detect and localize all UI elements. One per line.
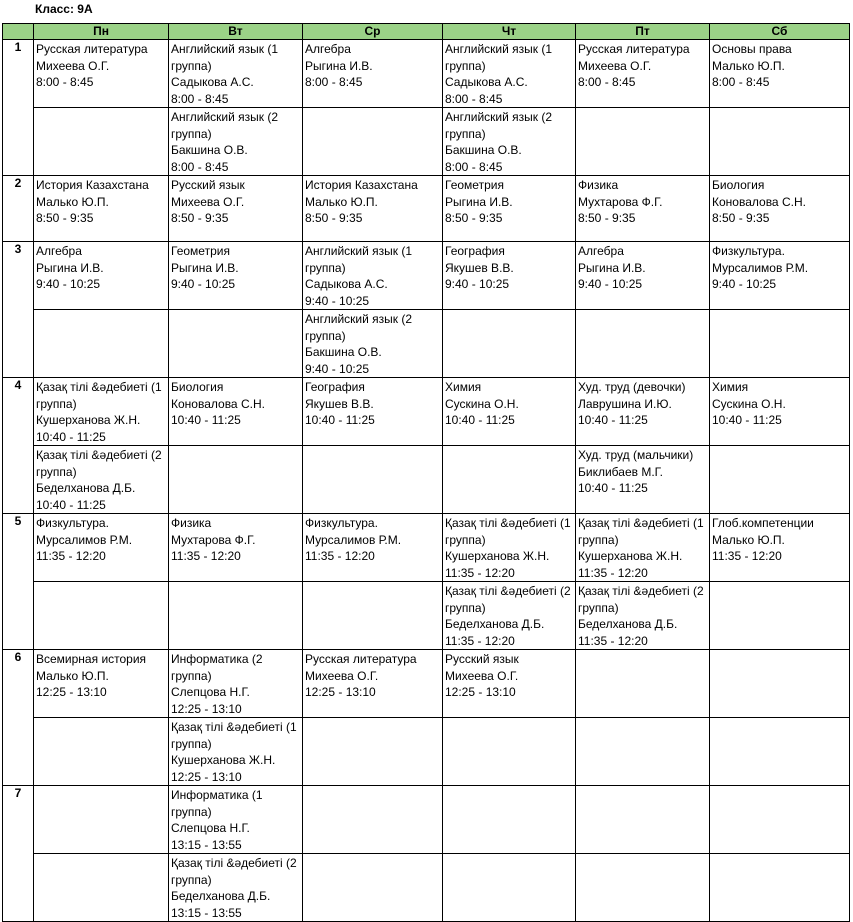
lesson-subject: Физкультура.: [36, 516, 109, 530]
lesson-cell: [710, 786, 850, 854]
lesson-cell: [576, 378, 710, 446]
class-title: Класс: 9А: [35, 2, 93, 16]
table-row: [3, 650, 850, 718]
lesson-info: [576, 242, 709, 293]
lesson-teacher: Михеева О.Г.: [578, 58, 652, 73]
lesson-time: 10:40 - 11:25: [305, 413, 375, 427]
period-number: 3: [3, 242, 34, 378]
lesson-time: 11:35 - 12:20: [445, 633, 515, 648]
lesson-subject: Қазақ тілі &әдебиеті (1 группа): [578, 516, 704, 547]
lesson-teacher: Рыгина И.В.: [171, 260, 239, 275]
lesson-cell: [710, 514, 850, 582]
lesson-cell: [576, 310, 710, 378]
lesson-time: 9:40 - 10:25: [305, 361, 370, 376]
lesson-cell: [576, 108, 710, 176]
lesson-cell: [443, 446, 576, 514]
lesson-cell: [576, 176, 710, 242]
lesson-teacher: Малько Ю.П.: [712, 58, 785, 73]
lesson-time: 8:50 - 9:35: [712, 211, 770, 225]
lesson-subject: Биология: [171, 380, 224, 394]
lesson-info: [710, 378, 849, 429]
table-row: [3, 40, 850, 108]
lesson-subject: Английский язык (1 группа): [305, 244, 413, 275]
lesson-cell: [169, 854, 303, 922]
lesson-teacher: Михеева О.Г.: [445, 668, 519, 683]
day-header-tue: Вт: [169, 24, 303, 40]
lesson-time: 11:35 - 12:20: [171, 549, 241, 563]
lesson-subject: Английский язык (2 группа): [445, 110, 553, 141]
lesson-teacher: Коновалова С.Н.: [171, 396, 265, 411]
period-number: 4: [3, 378, 34, 514]
lesson-teacher: Мухтарова Ф.Г.: [171, 532, 256, 547]
lesson-cell: [576, 786, 710, 854]
lesson-teacher: Бакшина О.В.: [305, 345, 382, 359]
header-row: [3, 24, 850, 40]
lesson-cell: [576, 582, 710, 650]
lesson-subject: Физкультура.: [305, 516, 378, 530]
lesson-cell: [710, 582, 850, 650]
lesson-time: 8:00 - 8:45: [171, 91, 229, 106]
lesson-info: [443, 40, 575, 107]
lesson-info: [443, 176, 575, 227]
lesson-time: 9:40 - 10:25: [712, 277, 777, 291]
lesson-teacher: Кушерханова Ж.Н.: [445, 549, 550, 563]
lesson-cell: [710, 176, 850, 242]
lesson-cell: [303, 108, 443, 176]
lesson-subject: Қазақ тілі &әдебиеті (1 группа): [171, 720, 297, 751]
lesson-time: 8:00 - 8:45: [578, 75, 636, 89]
lesson-subject: Русская литература: [578, 42, 690, 56]
lesson-cell: [169, 40, 303, 108]
lesson-info: [303, 650, 442, 701]
lesson-subject: Қазақ тілі &әдебиеті (1 группа): [445, 516, 571, 547]
lesson-time: 8:00 - 8:45: [305, 75, 363, 89]
lesson-cell: [443, 176, 576, 242]
table-row: [3, 378, 850, 446]
lesson-teacher: Коновалова С.Н.: [712, 194, 806, 209]
lesson-cell: [443, 786, 576, 854]
lesson-time: 11:35 - 12:20: [445, 565, 515, 580]
lesson-info: [34, 446, 168, 513]
day-header-thu: Чт: [443, 24, 576, 40]
lesson-subject: Химия: [445, 380, 482, 394]
lesson-teacher: Рыгина И.В.: [305, 58, 373, 73]
table-row: [3, 446, 850, 514]
lesson-subject: Физкультура.: [712, 244, 785, 258]
lesson-teacher: Михеева О.Г.: [171, 194, 245, 209]
lesson-cell: [169, 582, 303, 650]
lesson-cell: [576, 718, 710, 786]
lesson-cell: [303, 176, 443, 242]
lesson-time: 8:00 - 8:45: [445, 91, 503, 106]
lesson-info: [443, 378, 575, 429]
lesson-cell: [303, 310, 443, 378]
lesson-cell: [169, 242, 303, 310]
lesson-cell: [303, 40, 443, 108]
lesson-teacher: Садыкова А.С.: [305, 277, 388, 291]
lesson-cell: [169, 650, 303, 718]
lesson-cell: [710, 108, 850, 176]
lesson-subject: Худ. труд (девочки): [578, 380, 686, 394]
lesson-cell: [34, 108, 169, 176]
lesson-subject: Алгебра: [305, 42, 351, 56]
lesson-cell: [303, 378, 443, 446]
lesson-time: 8:50 - 9:35: [578, 211, 636, 225]
table-row: [3, 854, 850, 922]
period-number: 2: [3, 176, 34, 242]
lesson-info: [169, 40, 302, 107]
lesson-cell: [576, 854, 710, 922]
lesson-info: [576, 176, 709, 227]
lesson-info: [576, 514, 709, 581]
lesson-teacher: Малько Ю.П.: [36, 194, 109, 209]
lesson-teacher: Рыгина И.В.: [578, 260, 646, 275]
lesson-subject: Алгебра: [578, 244, 624, 258]
table-row: [3, 108, 850, 176]
lesson-cell: [34, 650, 169, 718]
table-row: [3, 786, 850, 854]
lesson-teacher: Сускина О.Н.: [445, 396, 519, 411]
lesson-time: 8:50 - 9:35: [445, 211, 503, 225]
lesson-cell: [169, 786, 303, 854]
lesson-info: [169, 176, 302, 227]
lesson-time: 12:25 - 13:10: [305, 685, 376, 699]
lesson-time: 10:40 - 11:25: [171, 413, 241, 427]
lesson-cell: [710, 718, 850, 786]
lesson-teacher: Якушев В.В.: [445, 260, 514, 275]
lesson-time: 10:40 - 11:25: [712, 413, 782, 427]
lesson-cell: [34, 310, 169, 378]
lesson-cell: [576, 446, 710, 514]
lesson-time: 8:00 - 8:45: [445, 159, 503, 174]
lesson-time: 9:40 - 10:25: [305, 293, 370, 308]
lesson-subject: Глоб.компетенции: [712, 516, 814, 530]
lesson-time: 13:15 - 13:55: [171, 905, 242, 920]
lesson-info: [443, 650, 575, 701]
day-header-fri: Пт: [576, 24, 710, 40]
lesson-info: [710, 242, 849, 293]
table-row: [3, 718, 850, 786]
lesson-time: 12:25 - 13:10: [171, 769, 242, 784]
lesson-teacher: Кушерханова Ж.Н.: [171, 753, 276, 767]
lesson-info: [710, 514, 849, 565]
lesson-cell: [710, 40, 850, 108]
lesson-info: [34, 176, 168, 227]
lesson-teacher: Мурсалимов Р.М.: [712, 260, 809, 275]
lesson-cell: [34, 582, 169, 650]
period-number: 1: [3, 40, 34, 176]
lesson-teacher: Беделханова Д.Б.: [171, 889, 271, 903]
lesson-cell: [443, 40, 576, 108]
lesson-cell: [303, 718, 443, 786]
lesson-info: [576, 446, 709, 497]
lesson-subject: Химия: [712, 380, 749, 394]
lesson-cell: [34, 786, 169, 854]
lesson-time: 13:15 - 13:55: [171, 837, 242, 852]
lesson-subject: Английский язык (2 группа): [305, 312, 413, 343]
lesson-info: [303, 242, 442, 309]
lesson-teacher: Слепцова Н.Г.: [171, 685, 250, 699]
lesson-time: 8:00 - 8:45: [712, 75, 770, 89]
lesson-info: [169, 242, 302, 293]
lesson-cell: [169, 176, 303, 242]
lesson-time: 12:25 - 13:10: [445, 685, 516, 699]
lesson-info: [443, 514, 575, 581]
lesson-time: 8:50 - 9:35: [171, 211, 229, 225]
lesson-teacher: Мурсалимов Р.М.: [36, 532, 133, 547]
lesson-subject: Алгебра: [36, 244, 82, 258]
lesson-cell: [34, 40, 169, 108]
lesson-subject: Английский язык (2 группа): [171, 110, 279, 141]
lesson-teacher: Рыгина И.В.: [445, 194, 513, 209]
lesson-cell: [443, 718, 576, 786]
lesson-teacher: Малько Ю.П.: [305, 194, 378, 209]
lesson-cell: [303, 854, 443, 922]
lesson-subject: Геометрия: [445, 178, 504, 192]
lesson-teacher: Беделханова Д.Б.: [578, 617, 678, 631]
lesson-cell: [303, 242, 443, 310]
lesson-teacher: Мурсалимов Р.М.: [305, 532, 402, 547]
lesson-teacher: Рыгина И.В.: [36, 260, 104, 275]
lesson-info: [303, 40, 442, 91]
lesson-subject: Қазақ тілі &әдебиеті (2 группа): [445, 584, 571, 615]
lesson-info: [443, 582, 575, 649]
lesson-subject: Қазақ тілі &әдебиеті (2 группа): [578, 584, 704, 615]
lesson-cell: [576, 40, 710, 108]
lesson-subject: История Казахстана: [36, 178, 149, 192]
lesson-time: 9:40 - 10:25: [36, 277, 101, 291]
lesson-info: [169, 854, 302, 921]
lesson-cell: [576, 242, 710, 310]
lesson-time: 8:50 - 9:35: [36, 211, 94, 225]
lesson-cell: [576, 514, 710, 582]
lesson-time: 9:40 - 10:25: [445, 277, 510, 291]
lesson-cell: [710, 854, 850, 922]
lesson-info: [34, 514, 168, 565]
lesson-teacher: Михеева О.Г.: [36, 58, 110, 73]
lesson-time: 10:40 - 11:25: [445, 413, 515, 427]
table-row: [3, 514, 850, 582]
day-header-mon: Пн: [34, 24, 169, 40]
lesson-cell: [34, 854, 169, 922]
lesson-teacher: Садыкова А.С.: [171, 75, 254, 89]
table-row: [3, 582, 850, 650]
period-number: 6: [3, 650, 34, 786]
lesson-info: [576, 40, 709, 91]
lesson-cell: [303, 582, 443, 650]
lesson-subject: География: [445, 244, 505, 258]
lesson-cell: [169, 310, 303, 378]
lesson-info: [576, 378, 709, 429]
lesson-teacher: Бакшина О.В.: [445, 143, 522, 157]
lesson-cell: [303, 446, 443, 514]
lesson-teacher: Якушев В.В.: [305, 396, 374, 411]
lesson-cell: [710, 378, 850, 446]
lesson-teacher: Беделханова Д.Б.: [36, 481, 136, 495]
lesson-info: [34, 40, 168, 91]
lesson-cell: [169, 514, 303, 582]
lesson-teacher: Мухтарова Ф.Г.: [578, 194, 663, 209]
lesson-teacher: Лаврушина И.Ю.: [578, 396, 672, 411]
lesson-info: [303, 310, 442, 377]
lesson-time: 10:40 - 11:25: [578, 413, 648, 427]
lesson-info: [169, 108, 302, 175]
lesson-cell: [169, 378, 303, 446]
lesson-subject: Основы права: [712, 42, 792, 56]
lesson-cell: [34, 514, 169, 582]
lesson-cell: [576, 650, 710, 718]
lesson-cell: [34, 242, 169, 310]
lesson-subject: Русский язык: [445, 652, 519, 666]
lesson-cell: [303, 514, 443, 582]
lesson-subject: Худ. труд (мальчики): [578, 448, 694, 462]
table-row: [3, 310, 850, 378]
lesson-cell: [710, 650, 850, 718]
lesson-info: [576, 582, 709, 649]
lesson-cell: [169, 446, 303, 514]
lesson-info: [34, 650, 168, 701]
lesson-info: [303, 176, 442, 227]
lesson-info: [443, 242, 575, 293]
lesson-cell: [710, 446, 850, 514]
lesson-cell: [710, 310, 850, 378]
lesson-time: 8:50 - 9:35: [305, 211, 363, 225]
lesson-info: [710, 176, 849, 227]
lesson-teacher: Слепцова Н.Г.: [171, 821, 250, 835]
lesson-cell: [303, 786, 443, 854]
lesson-cell: [710, 242, 850, 310]
lesson-teacher: Биклибаев М.Г.: [578, 464, 664, 479]
lesson-cell: [443, 582, 576, 650]
lesson-subject: Қазақ тілі &әдебиеті (2 группа): [171, 856, 297, 887]
lesson-cell: [443, 854, 576, 922]
lesson-info: [303, 514, 442, 565]
lesson-cell: [303, 650, 443, 718]
lesson-subject: Информатика (2 группа): [171, 652, 263, 683]
lesson-teacher: Садыкова А.С.: [445, 75, 528, 89]
lesson-teacher: Сускина О.Н.: [712, 396, 786, 411]
lesson-info: [169, 514, 302, 565]
lesson-time: 9:40 - 10:25: [171, 277, 236, 291]
lesson-time: 8:00 - 8:45: [171, 159, 229, 174]
lesson-cell: [443, 108, 576, 176]
lesson-time: 11:35 - 12:20: [578, 633, 648, 648]
lesson-subject: Қазақ тілі &әдебиеті (1 группа): [36, 380, 162, 411]
lesson-teacher: Михеева О.Г.: [305, 668, 379, 683]
table-row: [3, 242, 850, 310]
lesson-teacher: Кушерханова Ж.Н.: [36, 413, 141, 427]
lesson-info: [34, 242, 168, 293]
lesson-subject: Физика: [171, 516, 212, 530]
lesson-teacher: Бакшина О.В.: [171, 143, 248, 157]
table-row: [3, 176, 850, 242]
lesson-info: [169, 786, 302, 853]
period-number: 7: [3, 786, 34, 922]
lesson-time: 10:40 - 11:25: [36, 497, 106, 512]
lesson-info: [443, 108, 575, 175]
period-number: 5: [3, 514, 34, 650]
lesson-teacher: Беделханова Д.Б.: [445, 617, 545, 631]
lesson-cell: [169, 718, 303, 786]
day-header-wed: Ср: [303, 24, 443, 40]
lesson-subject: Қазақ тілі &әдебиеті (2 группа): [36, 448, 162, 479]
lesson-time: 10:40 - 11:25: [578, 481, 648, 495]
lesson-cell: [169, 108, 303, 176]
lesson-subject: Русский язык: [171, 178, 245, 192]
lesson-cell: [34, 718, 169, 786]
lesson-info: [34, 378, 168, 445]
lesson-teacher: Малько Ю.П.: [36, 668, 109, 683]
lesson-cell: [443, 310, 576, 378]
lesson-teacher: Малько Ю.П.: [712, 532, 785, 547]
lesson-cell: [34, 446, 169, 514]
lesson-subject: Биология: [712, 178, 765, 192]
lesson-info: [169, 718, 302, 785]
lesson-time: 11:35 - 12:20: [712, 549, 782, 563]
lesson-subject: Английский язык (1 группа): [445, 42, 553, 73]
header-corner: [3, 24, 34, 40]
lesson-subject: Русская литература: [305, 652, 417, 666]
lesson-time: 9:40 - 10:25: [578, 277, 643, 291]
lesson-cell: [34, 176, 169, 242]
lesson-time: 11:35 - 12:20: [36, 549, 106, 563]
lesson-time: 8:00 - 8:45: [36, 75, 94, 89]
lesson-info: [169, 650, 302, 717]
lesson-time: 11:35 - 12:20: [578, 565, 648, 580]
lesson-cell: [34, 378, 169, 446]
lesson-subject: Английский язык (1 группа): [171, 42, 279, 73]
lesson-info: [303, 378, 442, 429]
lesson-time: 12:25 - 13:10: [36, 685, 107, 699]
lesson-teacher: Кушерханова Ж.Н.: [578, 549, 683, 563]
lesson-subject: Русская литература: [36, 42, 148, 56]
lesson-cell: [443, 242, 576, 310]
lesson-cell: [443, 650, 576, 718]
lesson-subject: Информатика (1 группа): [171, 788, 263, 819]
lesson-time: 12:25 - 13:10: [171, 701, 242, 716]
lesson-time: 11:35 - 12:20: [305, 549, 375, 563]
lesson-subject: Геометрия: [171, 244, 230, 258]
lesson-subject: История Казахстана: [305, 178, 418, 192]
day-header-sat: Сб: [710, 24, 850, 40]
lesson-cell: [443, 514, 576, 582]
lesson-subject: Физика: [578, 178, 619, 192]
lesson-subject: Всемирная история: [36, 652, 147, 666]
lesson-subject: География: [305, 380, 365, 394]
lesson-info: [169, 378, 302, 429]
lesson-cell: [443, 378, 576, 446]
schedule-table: [2, 23, 850, 922]
lesson-info: [710, 40, 849, 91]
lesson-time: 10:40 - 11:25: [36, 429, 106, 444]
